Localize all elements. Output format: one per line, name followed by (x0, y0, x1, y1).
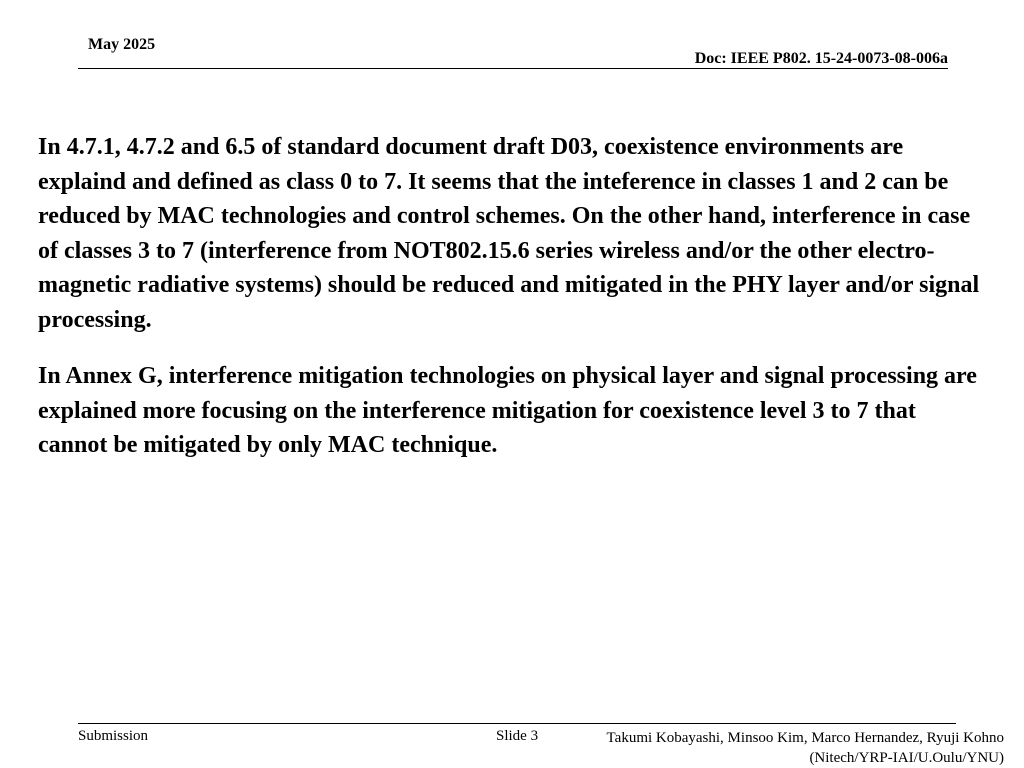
document-id: Doc: IEEE P802. 15-24-0073-08-006a (694, 50, 948, 67)
body-paragraph-2: In Annex G, interference mitigation technologies on physical layer and signal processing are explained more focusing on the interference mitigation for coexistence level 3 to 7 that cannot be mitigated by only MAC technique. (38, 363, 977, 458)
body-paragraph-1: In 4.7.1, 4.7.2 and 6.5 of standard document draft D03, coexistence environments are explaind and defined as class 0 to 7. It seems that the inteference in classes 1 and 2 can be reduced by MAC technologies and control schemes. On the other hand, interference in case of classes 3 to 7 (interference from NOT802.15.6 series wireless and/or the other electro-magnetic radiative systems) should be reduced and mitigated in the PHY layer and/or signal processing. (38, 134, 980, 333)
footer-divider (78, 723, 956, 724)
slide-body (38, 130, 988, 485)
header-divider (78, 68, 948, 69)
authors-affiliations: (Nitech/YRP-IAI/U.Oulu/YNU) (809, 750, 1004, 766)
header-date: May 2025 (88, 36, 156, 53)
slide-number: Slide 3 (496, 728, 539, 744)
footer-authors (607, 728, 1004, 768)
authors-names: Takumi Kobayashi, Minsoo Kim, Marco Hernandez, Ryuji Kohno (606, 730, 1004, 746)
footer-submission: Submission (78, 728, 149, 744)
